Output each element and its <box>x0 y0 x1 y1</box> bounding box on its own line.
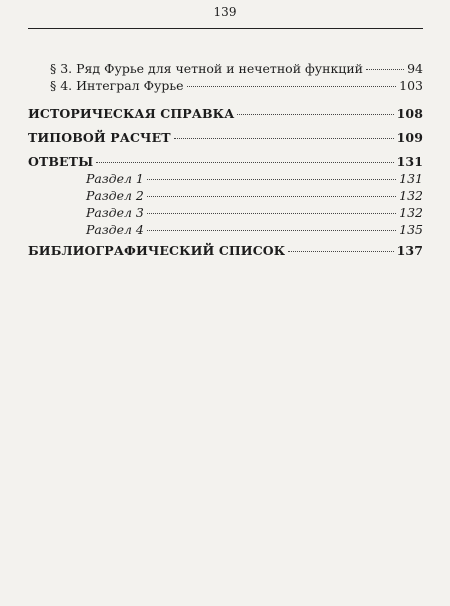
dot-leader <box>147 230 396 231</box>
toc-entry-page: 137 <box>396 243 423 258</box>
dot-leader <box>147 196 396 197</box>
dot-leader <box>147 213 396 214</box>
toc-entry-page: 131 <box>396 154 423 169</box>
toc-entry-page: 132 <box>399 188 423 203</box>
page-number: 139 <box>213 5 237 19</box>
toc-entry-title: ИСТОРИЧЕСКАЯ СПРАВКА <box>28 106 235 121</box>
toc-entry-title: Раздел 1 <box>86 171 144 186</box>
dot-leader <box>174 138 394 139</box>
toc-entry-title: Раздел 2 <box>86 188 144 203</box>
toc-entry-title: § 4. Интеграл Фурье <box>50 78 184 93</box>
toc-entry-typical-calculation <box>28 130 423 145</box>
toc-entry-page: 135 <box>399 222 423 237</box>
header-rule <box>28 28 423 29</box>
toc-entry-page: 131 <box>399 171 423 186</box>
toc-entry-title: БИБЛИОГРАФИЧЕСКИЙ СПИСОК <box>28 243 286 258</box>
toc-entry-part-4 <box>86 222 423 237</box>
toc-entry-title: Раздел 3 <box>86 205 144 220</box>
dot-leader <box>187 86 397 87</box>
toc-entry-title: § 3. Ряд Фурье для четной и нечетной функций <box>50 61 363 76</box>
toc-entry-section-4 <box>50 78 423 93</box>
toc-entry-bibliography <box>28 243 423 258</box>
dot-leader <box>366 69 404 70</box>
toc-entry-answers <box>28 154 423 169</box>
toc-entry-part-3 <box>86 205 423 220</box>
toc-entry-page: 109 <box>396 130 423 145</box>
toc-entry-title: ОТВЕТЫ <box>28 154 94 169</box>
toc-entry-section-3 <box>50 61 423 76</box>
toc-entry-page: 103 <box>399 78 423 93</box>
toc-entry-title: Раздел 4 <box>86 222 144 237</box>
toc-entry-page: 108 <box>396 106 423 121</box>
toc-entry-title: ТИПОВОЙ РАСЧЕТ <box>28 130 171 145</box>
toc-entry-historical-note <box>28 106 423 121</box>
toc-entry-page: 132 <box>399 205 423 220</box>
dot-leader <box>237 114 393 115</box>
toc-entry-part-2 <box>86 188 423 203</box>
dot-leader <box>96 162 393 163</box>
dot-leader <box>288 251 393 252</box>
toc-entry-part-1 <box>86 171 423 186</box>
toc-entry-page: 94 <box>407 61 423 76</box>
dot-leader <box>147 179 396 180</box>
